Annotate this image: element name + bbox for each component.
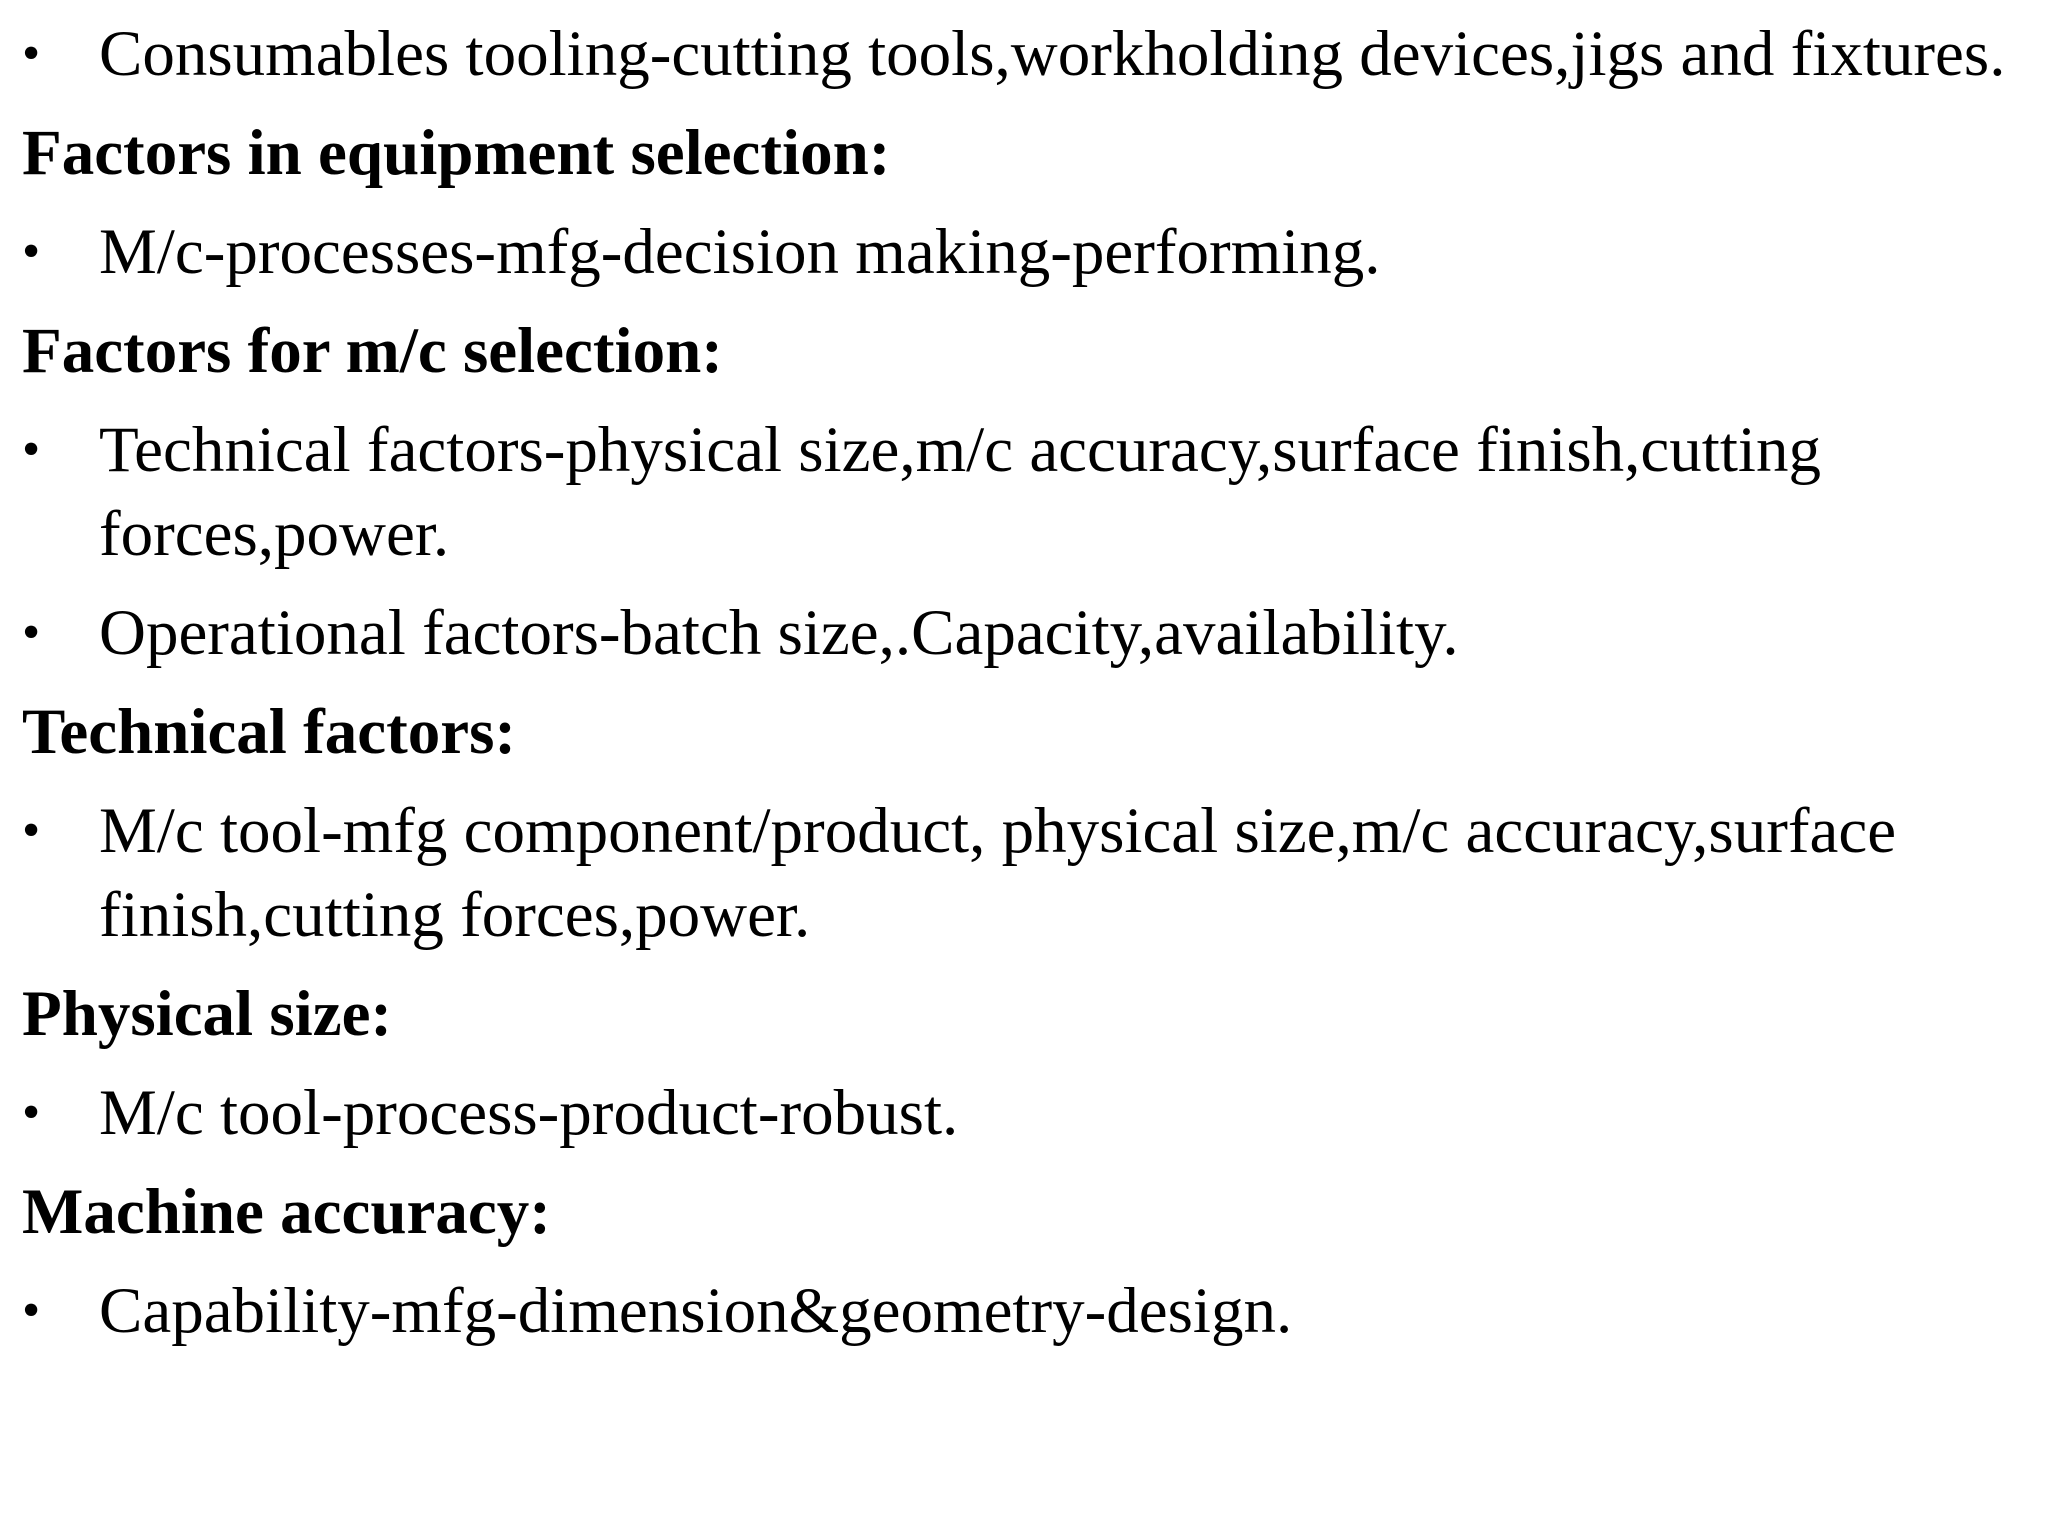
heading-factors-mc-selection: Factors for m/c selection: <box>22 315 723 387</box>
bullet-text: Capability-mfg-dimension&geometry-design. <box>99 1275 1293 1347</box>
bullet-text: M/c tool-process-product-robust. <box>99 1077 959 1149</box>
bullet-mc-tool-process <box>22 1071 2022 1155</box>
bullet-dot-icon: • <box>22 1282 41 1339</box>
bullet-text: Operational factors-batch size,.Capacity,availability. <box>99 597 1459 669</box>
bullet-dot-icon: • <box>22 1084 41 1141</box>
bullet-text: Technical factors-physical size,m/c accuracy,surface finish,cutting forces,power. <box>99 414 1821 570</box>
heading-factors-equipment-selection: Factors in equipment selection: <box>22 117 891 189</box>
bullet-text: M/c-processes-mfg-decision making-performing. <box>99 216 1381 288</box>
bullet-dot-icon: • <box>22 604 41 661</box>
heading-machine-accuracy: Machine accuracy: <box>22 1176 551 1248</box>
heading-physical-size: Physical size: <box>22 978 393 1050</box>
bullet-mc-tool-component <box>22 789 2022 957</box>
bullet-dot-icon: • <box>22 25 41 82</box>
bullet-dot-icon: • <box>22 223 41 280</box>
bullet-mc-processes <box>22 210 2022 294</box>
bullet-operational-factors <box>22 591 2022 675</box>
bullet-consumables-tooling <box>22 12 2022 96</box>
bullet-capability <box>22 1269 2022 1353</box>
slide-content <box>22 12 2022 1368</box>
bullet-technical-factors <box>22 408 2022 576</box>
heading-technical-factors: Technical factors: <box>22 696 517 768</box>
bullet-text: M/c tool-mfg component/product, physical size,m/c accuracy,surface finish,cutting forces,power. <box>99 795 1897 951</box>
bullet-dot-icon: • <box>22 421 41 478</box>
bullet-text: Consumables tooling-cutting tools,workholding devices,jigs and fixtures. <box>99 18 2006 90</box>
bullet-dot-icon: • <box>22 802 41 859</box>
